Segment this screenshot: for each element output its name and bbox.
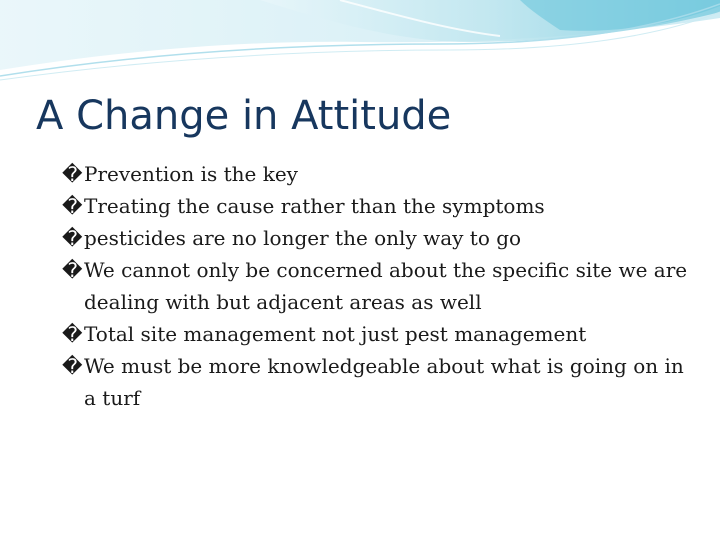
bullet-list [62, 158, 702, 414]
bullet-glyph-icon: � [62, 258, 83, 282]
bullet-text: Treating the cause rather than the symptoms [84, 194, 545, 218]
bullet-item [62, 222, 702, 254]
bullet-glyph-icon: � [62, 354, 83, 378]
bullet-item [62, 190, 702, 222]
bullet-glyph-icon: � [62, 322, 83, 346]
bullet-item [62, 318, 702, 350]
bullet-text: Total site management not just pest management [84, 322, 587, 346]
bullet-glyph-icon: � [62, 226, 83, 250]
bullet-glyph-icon: � [62, 194, 83, 218]
bullet-glyph-icon: � [62, 162, 83, 186]
bullet-item [62, 158, 702, 190]
bullet-text: Prevention is the key [84, 162, 298, 186]
wave-banner-decoration [0, 0, 720, 90]
bullet-text: We must be more knowledgeable about what is going on in a turf [84, 354, 684, 410]
bullet-text: pesticides are no longer the only way to go [84, 226, 522, 250]
bullet-item [62, 350, 702, 414]
slide-title: A Change in Attitude [36, 93, 452, 139]
bullet-item [62, 254, 702, 318]
bullet-text: We cannot only be concerned about the specific site we are dealing with but adjacent areas as well [84, 258, 688, 314]
